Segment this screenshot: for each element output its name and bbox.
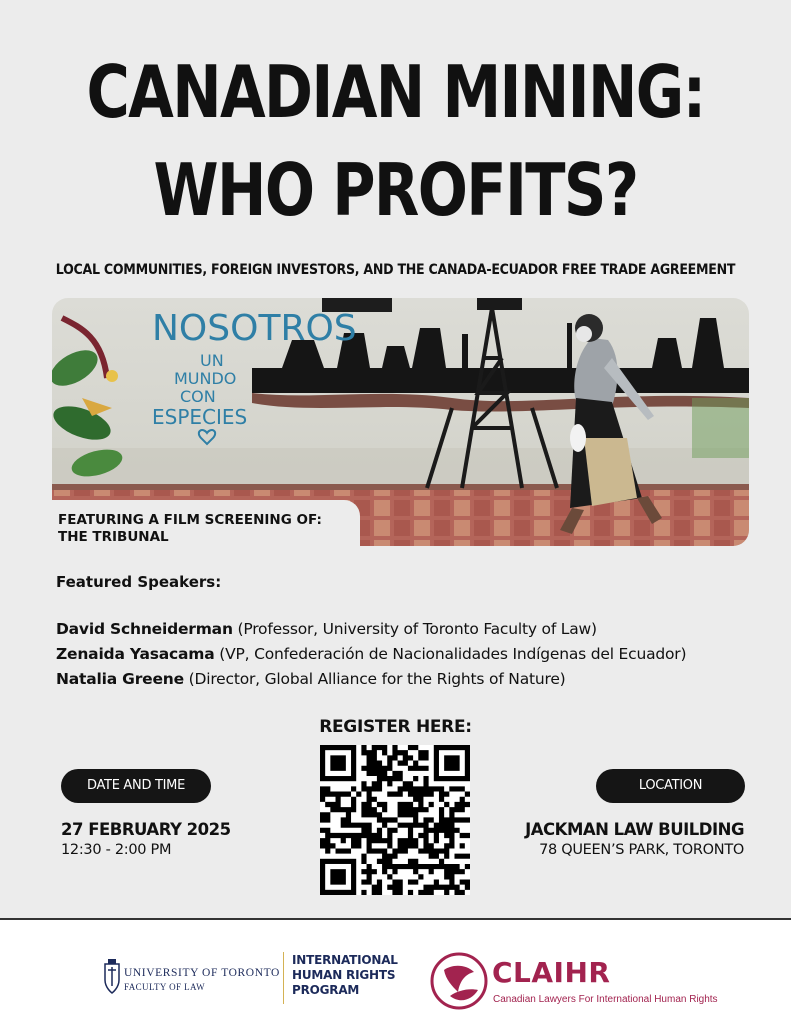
- uoft-name: UNIVERSITY OF TORONTO: [124, 967, 280, 979]
- ihrp-line-3: PROGRAM: [292, 983, 360, 997]
- claihr-globe-icon: [430, 952, 488, 1010]
- claihr-name: CLAIHR: [492, 956, 611, 989]
- speaker-1-name: David Schneiderman: [56, 620, 233, 638]
- qr-code-icon[interactable]: [320, 745, 470, 895]
- location-address: 78 QUEEN’S PARK, TORONTO: [539, 842, 744, 858]
- ihrp-line-2: HUMAN RIGHTS: [292, 968, 396, 982]
- speaker-1-role: (Professor, University of Toronto Faculty of Law): [232, 620, 597, 638]
- title-line-2: WHO PROFITS?: [153, 148, 638, 232]
- location-badge: LOCATION: [596, 769, 745, 803]
- claihr-tagline: Canadian Lawyers For International Human Rights: [493, 994, 718, 1005]
- mural-text-mundo: MUNDO: [174, 369, 237, 388]
- title-line-1: CANADIAN MINING:: [86, 50, 705, 134]
- mural-text-especies: ESPECIES: [152, 405, 248, 429]
- speaker-3-role: (Director, Global Alliance for the Rights of Nature): [183, 670, 566, 688]
- ihrp-line-1: INTERNATIONAL: [292, 953, 398, 967]
- speaker-2-role: (VP, Confederación de Nacionalidades Indígenas del Ecuador): [214, 645, 687, 663]
- speaker-1: [56, 620, 597, 638]
- register-label: REGISTER HERE:: [319, 717, 472, 737]
- event-date: 27 FEBRUARY 2025: [61, 820, 231, 839]
- mural-text-con: CON: [180, 387, 216, 406]
- event-time: 12:30 - 2:00 PM: [61, 842, 172, 858]
- film-line-1: FEATURING A FILM SCREENING OF:: [58, 512, 322, 528]
- mural-text-un: UN: [200, 351, 224, 370]
- subtitle: LOCAL COMMUNITIES, FOREIGN INVESTORS, AND THE CANADA-ECUADOR FREE TRADE AGREEMENT: [55, 262, 736, 278]
- speaker-2: [56, 645, 686, 663]
- speakers-heading: Featured Speakers:: [56, 573, 222, 591]
- speaker-3: [56, 670, 566, 688]
- date-badge: DATE AND TIME: [61, 769, 211, 803]
- uoft-faculty: FACULTY OF LAW: [124, 982, 206, 992]
- speaker-3-name: Natalia Greene: [56, 670, 184, 688]
- uoft-crest-icon: [103, 958, 121, 996]
- footer-separator: [283, 952, 284, 1004]
- mural-text-nosotros: NOSOTROS: [152, 308, 357, 349]
- speaker-2-name: Zenaida Yasacama: [56, 645, 215, 663]
- location-building: JACKMAN LAW BUILDING: [525, 820, 744, 839]
- film-screening-label: [52, 500, 360, 546]
- film-title: THE TRIBUNAL: [58, 529, 169, 545]
- ihrp-logo-text: [292, 953, 398, 998]
